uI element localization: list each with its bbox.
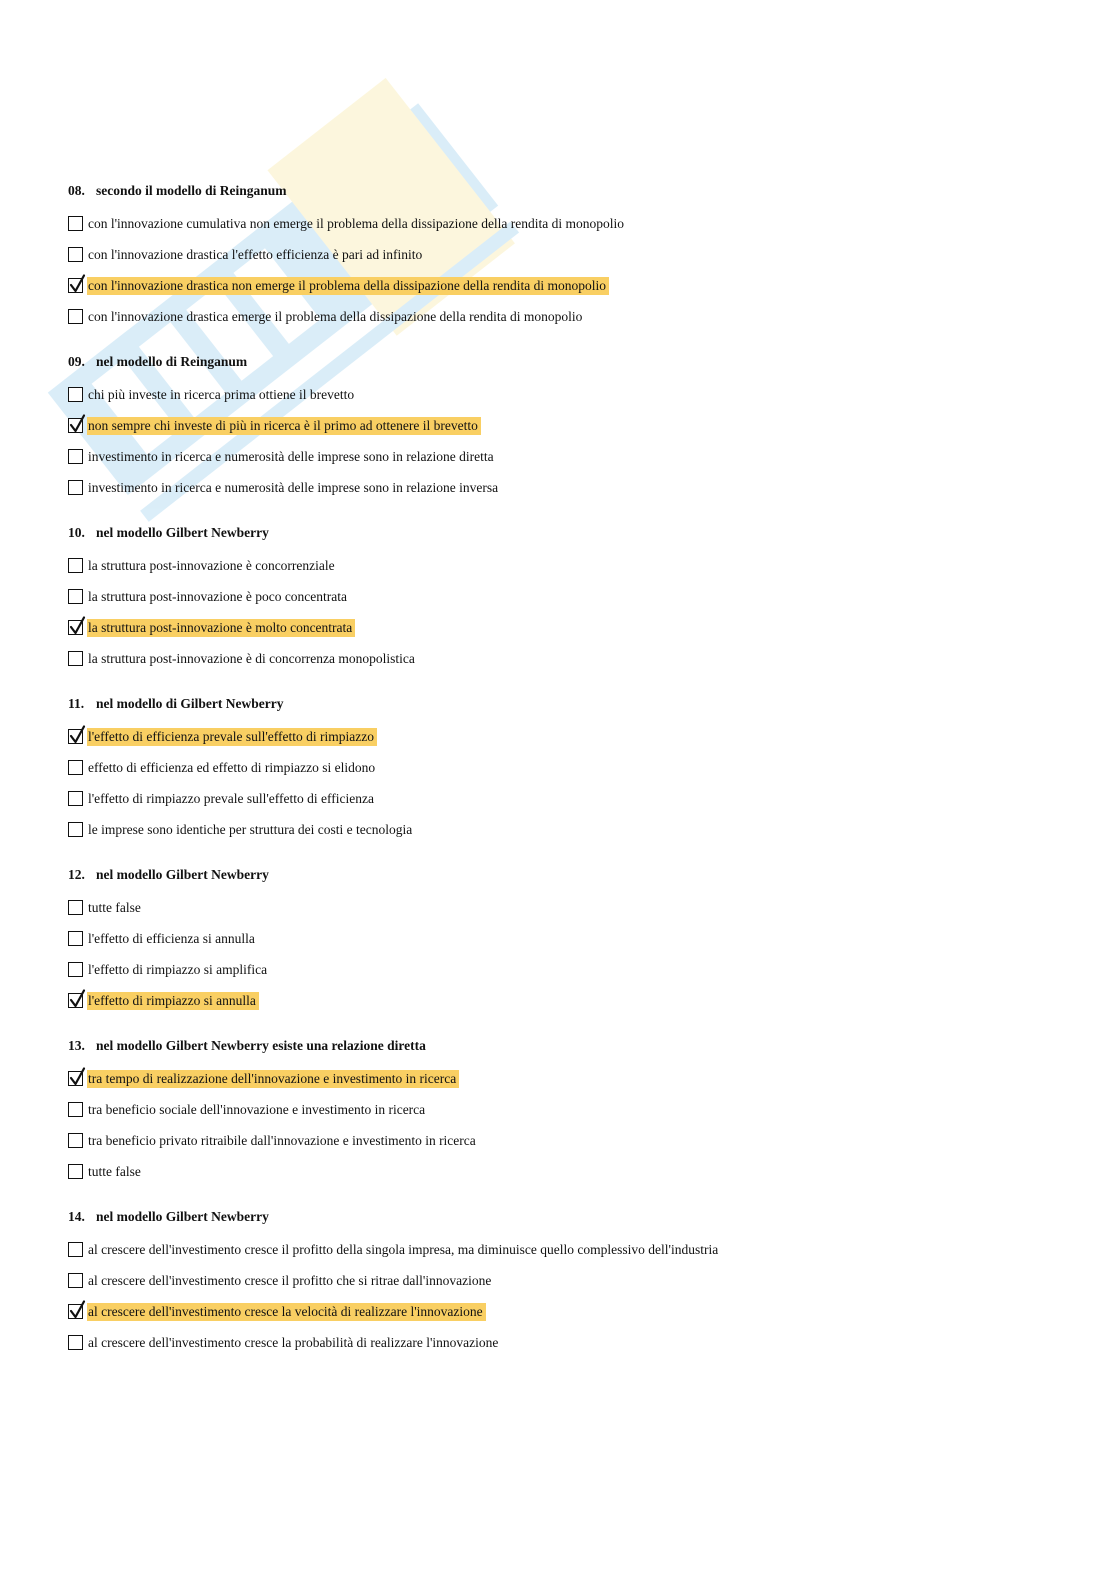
question-block — [68, 693, 1068, 845]
checkmark-icon — [68, 1067, 86, 1087]
checkbox[interactable] — [68, 387, 83, 402]
checkbox[interactable] — [68, 651, 83, 666]
question-block — [68, 351, 1068, 503]
answer-text: non sempre chi investe di più in ricerca è il primo ad ottenere il brevetto — [87, 417, 481, 435]
answer-text: la struttura post-innovazione è concorrenziale — [88, 557, 335, 573]
checkbox[interactable] — [68, 791, 83, 806]
checkbox[interactable] — [68, 1273, 83, 1288]
answer-option[interactable] — [68, 1234, 1068, 1265]
answer-text: tra tempo di realizzazione dell'innovazione e investimento in ricerca — [87, 1070, 459, 1088]
answer-option[interactable] — [68, 814, 1068, 845]
checkbox[interactable] — [68, 216, 83, 231]
answer-text: tra beneficio sociale dell'innovazione e investimento in ricerca — [88, 1101, 426, 1117]
answer-text: con l'innovazione drastica l'effetto efficienza è pari ad infinito — [88, 246, 423, 262]
checkbox[interactable] — [68, 1335, 83, 1350]
checkbox[interactable] — [68, 1071, 83, 1086]
checkbox[interactable] — [68, 1102, 83, 1117]
checkbox[interactable] — [68, 900, 83, 915]
question-title: nel modello Gilbert Newberry — [96, 867, 269, 882]
checkbox[interactable] — [68, 822, 83, 837]
answer-option[interactable] — [68, 643, 1068, 674]
question-title: nel modello di Reinganum — [96, 354, 248, 369]
checkbox[interactable] — [68, 247, 83, 262]
checkbox[interactable] — [68, 1133, 83, 1148]
answer-option[interactable] — [68, 239, 1068, 270]
question-number: 12. — [68, 867, 85, 882]
answer-text: al crescere dell'investimento cresce il profitto della singola impresa, ma diminuisce quello complessivo dell'industria — [88, 1241, 719, 1257]
answer-option[interactable] — [68, 581, 1068, 612]
checkbox[interactable] — [68, 278, 83, 293]
answer-option[interactable] — [68, 721, 1068, 752]
answer-option[interactable] — [68, 1156, 1068, 1187]
question-block — [68, 522, 1068, 674]
checkmark-icon — [68, 1300, 86, 1320]
checkmark-icon — [68, 616, 86, 636]
question-block — [68, 1206, 1068, 1358]
checkbox[interactable] — [68, 993, 83, 1008]
answer-option[interactable] — [68, 1094, 1068, 1125]
answer-text: investimento in ricerca e numerosità delle imprese sono in relazione inversa — [88, 479, 499, 495]
question-number: 13. — [68, 1038, 85, 1053]
answer-text: al crescere dell'investimento cresce la velocità di realizzare l'innovazione — [87, 1303, 486, 1321]
answer-option[interactable] — [68, 1125, 1068, 1156]
answer-option[interactable] — [68, 1265, 1068, 1296]
quiz-container — [68, 180, 1068, 1377]
answer-text: chi più investe in ricerca prima ottiene il brevetto — [88, 386, 355, 402]
checkbox[interactable] — [68, 931, 83, 946]
answer-text: l'effetto di rimpiazzo si amplifica — [88, 961, 268, 977]
question-number: 11. — [68, 696, 85, 711]
question-block — [68, 180, 1068, 332]
question-block — [68, 864, 1068, 1016]
checkbox[interactable] — [68, 1242, 83, 1257]
question-title: nel modello di Gilbert Newberry — [96, 696, 284, 711]
question-heading — [68, 180, 1068, 202]
checkbox[interactable] — [68, 558, 83, 573]
checkbox[interactable] — [68, 1164, 83, 1179]
answer-option[interactable] — [68, 472, 1068, 503]
answer-text: tutte false — [88, 899, 141, 915]
answer-text: con l'innovazione drastica non emerge il problema della dissipazione della rendita di monopolio — [87, 277, 609, 295]
checkbox[interactable] — [68, 480, 83, 495]
question-title: secondo il modello di Reinganum — [96, 183, 287, 198]
checkmark-icon — [68, 725, 86, 745]
answer-text: la struttura post-innovazione è molto concentrata — [87, 619, 355, 637]
answer-text: l'effetto di efficienza prevale sull'effetto di rimpiazzo — [87, 728, 377, 746]
answer-option[interactable] — [68, 208, 1068, 239]
question-heading — [68, 693, 1068, 715]
answer-option[interactable] — [68, 1063, 1068, 1094]
answer-option[interactable] — [68, 985, 1068, 1016]
question-heading — [68, 522, 1068, 544]
question-heading — [68, 1035, 1068, 1057]
checkmark-icon — [68, 414, 86, 434]
answer-text: l'effetto di efficienza si annulla — [88, 930, 255, 946]
answer-option[interactable] — [68, 441, 1068, 472]
answer-option[interactable] — [68, 410, 1068, 441]
checkbox[interactable] — [68, 449, 83, 464]
checkbox[interactable] — [68, 760, 83, 775]
answer-option[interactable] — [68, 550, 1068, 581]
question-title: nel modello Gilbert Newberry — [96, 1209, 269, 1224]
checkbox[interactable] — [68, 729, 83, 744]
answer-option[interactable] — [68, 783, 1068, 814]
answer-option[interactable] — [68, 379, 1068, 410]
answer-text: le imprese sono identiche per struttura dei costi e tecnologia — [88, 821, 413, 837]
checkbox[interactable] — [68, 589, 83, 604]
question-number: 14. — [68, 1209, 85, 1224]
answer-text: tra beneficio privato ritraibile dall'innovazione e investimento in ricerca — [88, 1132, 476, 1148]
checkmark-icon — [68, 274, 86, 294]
question-title: nel modello Gilbert Newberry — [96, 525, 269, 540]
answer-text: l'effetto di rimpiazzo prevale sull'effetto di efficienza — [88, 790, 374, 806]
answer-text: l'effetto di rimpiazzo si annulla — [87, 992, 259, 1010]
question-number: 08. — [68, 183, 85, 198]
answer-text: con l'innovazione drastica emerge il problema della dissipazione della rendita di monopolio — [88, 308, 583, 324]
checkbox[interactable] — [68, 418, 83, 433]
question-heading — [68, 1206, 1068, 1228]
answer-option[interactable] — [68, 892, 1068, 923]
checkbox[interactable] — [68, 1304, 83, 1319]
answer-option[interactable] — [68, 1327, 1068, 1358]
answer-option[interactable] — [68, 270, 1068, 301]
answer-option[interactable] — [68, 954, 1068, 985]
question-heading — [68, 864, 1068, 886]
answer-option[interactable] — [68, 1296, 1068, 1327]
answer-text: al crescere dell'investimento cresce il profitto che si ritrae dall'innovazione — [88, 1272, 492, 1288]
question-heading — [68, 351, 1068, 373]
question-title: nel modello Gilbert Newberry esiste una relazione diretta — [96, 1038, 426, 1053]
answer-text: al crescere dell'investimento cresce la probabilità di realizzare l'innovazione — [88, 1334, 499, 1350]
question-number: 10. — [68, 525, 85, 540]
question-number: 09. — [68, 354, 85, 369]
answer-option[interactable] — [68, 752, 1068, 783]
question-block — [68, 1035, 1068, 1187]
checkbox[interactable] — [68, 620, 83, 635]
answer-option[interactable] — [68, 612, 1068, 643]
answer-option[interactable] — [68, 923, 1068, 954]
answer-text: con l'innovazione cumulativa non emerge il problema della dissipazione della rendita di monopolio — [88, 215, 625, 231]
answer-text: tutte false — [88, 1163, 141, 1179]
answer-option[interactable] — [68, 301, 1068, 332]
checkmark-icon — [68, 989, 86, 1009]
answer-text: investimento in ricerca e numerosità delle imprese sono in relazione diretta — [88, 448, 494, 464]
checkbox[interactable] — [68, 962, 83, 977]
checkbox[interactable] — [68, 309, 83, 324]
answer-text: la struttura post-innovazione è di concorrenza monopolistica — [88, 650, 415, 666]
answer-text: effetto di efficienza ed effetto di rimpiazzo si elidono — [88, 759, 376, 775]
answer-text: la struttura post-innovazione è poco concentrata — [88, 588, 348, 604]
